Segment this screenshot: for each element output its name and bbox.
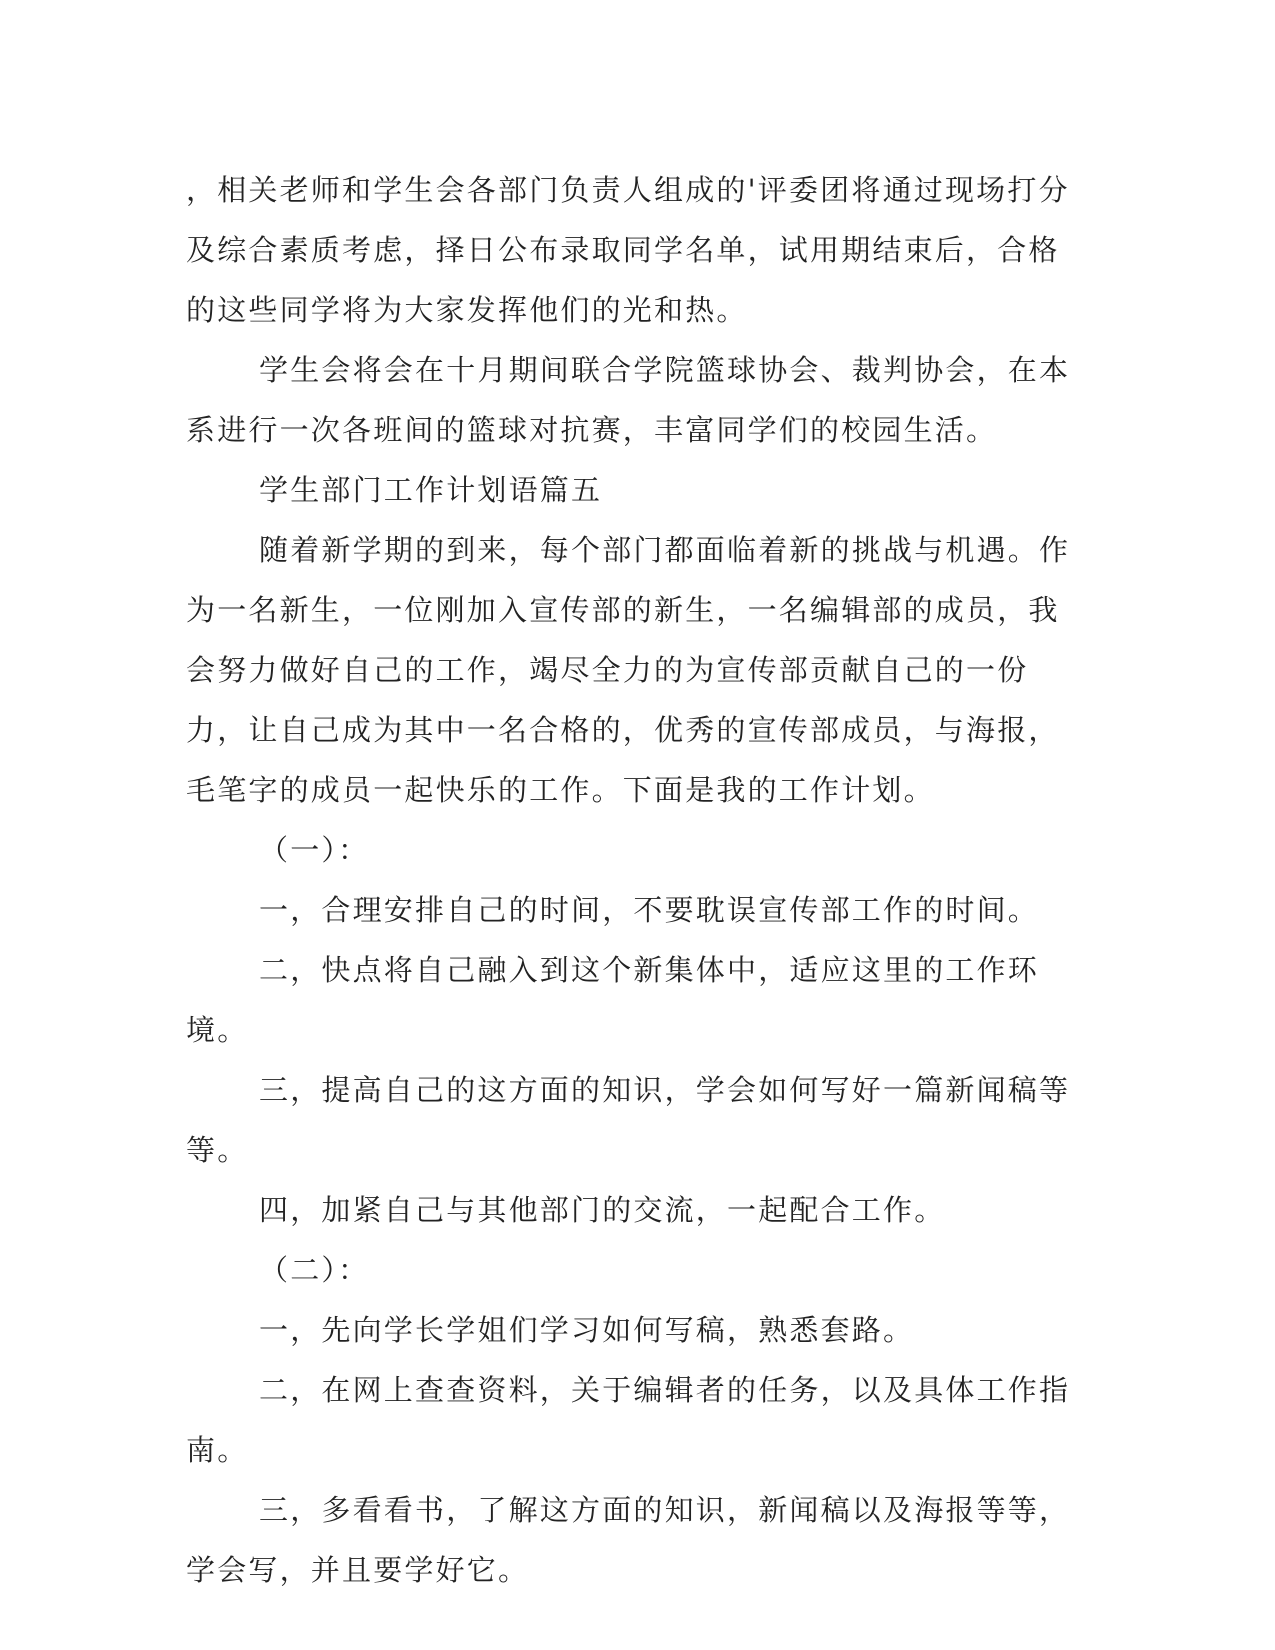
list-item: 一，先向学长学姐们学习如何写稿，熟悉套路。: [259, 1313, 915, 1347]
paragraph-continuation: ，相关老师和学生会各部门负责人组成的'评委团将通过现场打分及综合素质考虑，择日公布录取同学名单，试用期结束后，合格的这些同学将为大家发挥他们的光和热。: [186, 173, 1070, 327]
list-item: 三，提高自己的这方面的知识，学会如何写好一篇新闻稿等等。: [186, 1073, 1071, 1167]
list-item: 二，快点将自己融入到这个新集体中，适应这里的工作环境。: [186, 953, 1040, 1047]
subsection-heading-2: （二）：: [259, 1253, 370, 1287]
list-item: 三，多看看书，了解这方面的知识，新闻稿以及海报等等，学会写，并且要学好它。: [186, 1493, 1071, 1587]
paragraph-intro: 随着新学期的到来，每个部门都面临着新的挑战与机遇。作为一名新生，一位刚加入宣传部的新生，一名编辑部的成员，我会努力做好自己的工作，竭尽全力的为宣传部贡献自己的一份力，让自己成为其中一名合格的，优秀的宣传部成员，与海报，毛笔字的成员一起快乐的工作。下面是我的工作计划。: [186, 533, 1071, 807]
section-heading: 学生部门工作计划语篇五: [259, 473, 603, 507]
list-item: 四，加紧自己与其他部门的交流，一起配合工作。: [259, 1193, 946, 1227]
list-item: 一，合理安排自己的时间，不要耽误宣传部工作的时间。: [259, 893, 1040, 927]
subsection-heading-1: （一）：: [259, 833, 370, 867]
list-item: 二，在网上查查资料，关于编辑者的任务，以及具体工作指南。: [186, 1373, 1071, 1467]
document-body: [186, 160, 1086, 1600]
paragraph-basketball-event: 学生会将会在十月期间联合学院篮球协会、裁判协会，在本系进行一次各班间的篮球对抗赛，丰富同学们的校园生活。: [186, 353, 1071, 447]
